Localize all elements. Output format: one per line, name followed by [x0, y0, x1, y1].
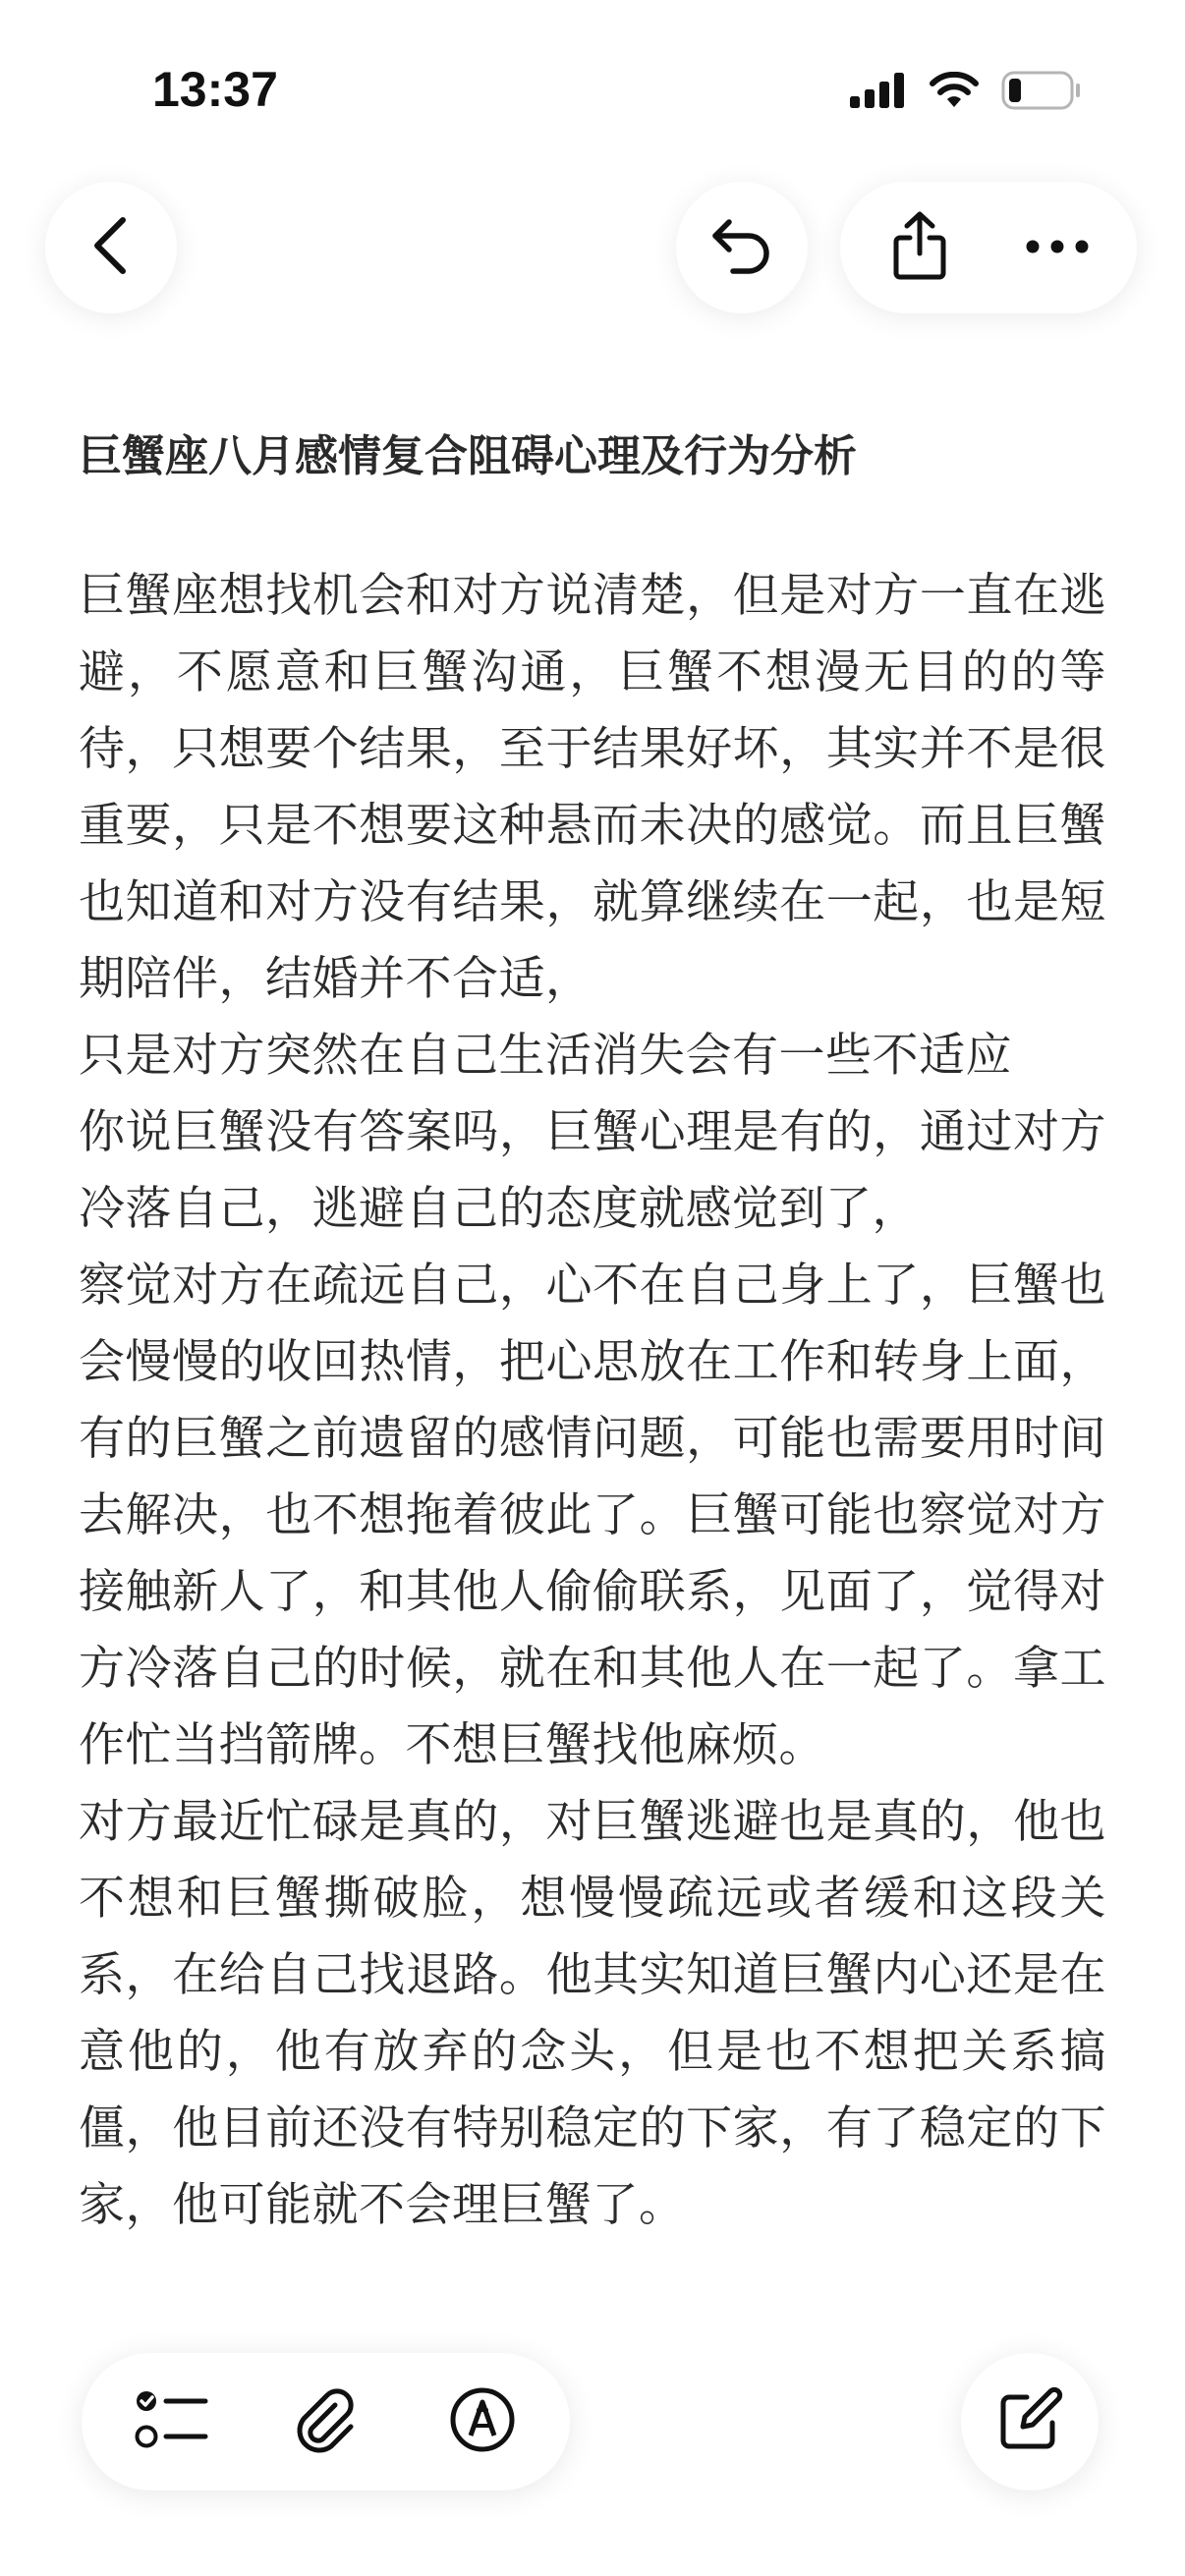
compose-button[interactable]: [961, 2353, 1099, 2491]
back-button[interactable]: [45, 182, 177, 313]
chevron-left-icon: [89, 216, 133, 279]
note-paragraph[interactable]: 只是对方突然在自己生活消失会有一些不适应: [79, 1029, 1012, 1083]
status-bar: [0, 0, 1185, 187]
note-paragraph[interactable]: 你说巨蟹没有答案吗，巨蟹心理是有的，通过对方冷落自己，逃避自己的态度就感觉到了，: [79, 1105, 1106, 1236]
share-button[interactable]: [854, 182, 986, 313]
undo-button[interactable]: [676, 182, 808, 313]
status-icons: [850, 71, 1082, 114]
checklist-button[interactable]: [103, 2353, 241, 2491]
note-paragraph[interactable]: 察觉对方在疏远自己，心不在自己身上了，巨蟹也会慢慢的收回热情，把心思放在工作和转身上面，有的巨蟹之前遗留的感情问题，可能也需要用时间去解决，也不想拖着彼此了。巨蟹可能也察觉对方接触新人了，和其他人偷偷联系，见面了，觉得对方冷落自己的时候，就在和其他人在一起了。拿工作忙当挡箭牌。不想巨蟹找他麻烦。: [79, 1259, 1106, 1772]
note-paragraph[interactable]: 巨蟹座想找机会和对方说清楚，但是对方一直在逃避，不愿意和巨蟹沟通，巨蟹不想漫无目的的等待，只想要个结果，至于结果好坏，其实并不是很重要，只是不想要这种悬而未决的感觉。而且巨蟹也知道和对方没有结果，就算继续在一起，也是短期陪伴，结婚并不合适，: [79, 569, 1106, 1006]
compose-icon: [995, 2385, 1064, 2458]
attachment-button[interactable]: [258, 2353, 396, 2491]
bottom-toolbar: [82, 2353, 570, 2491]
markup-pen-icon: [449, 2386, 516, 2457]
note-content[interactable]: [79, 413, 1106, 2244]
share-icon: [890, 210, 949, 285]
undo-icon: [709, 216, 774, 279]
more-icon: [1026, 239, 1089, 257]
status-time: 13:37: [152, 62, 278, 117]
paperclip-icon: [296, 2385, 359, 2458]
wifi-icon: [929, 72, 980, 113]
action-pill: [840, 182, 1137, 313]
markup-button[interactable]: [414, 2353, 551, 2491]
top-navigation: [0, 182, 1185, 314]
cellular-signal-icon: [850, 73, 907, 112]
checklist-icon: [135, 2387, 209, 2456]
more-button[interactable]: [991, 182, 1123, 313]
blank-line: [79, 501, 1106, 558]
note-paragraph[interactable]: 对方最近忙碌是真的，对巨蟹逃避也是真的，他也不想和巨蟹撕破脸，想慢慢疏远或者缓和这段关系，在给自己找退路。他其实知道巨蟹内心还是在意他的，他有放弃的念头，但是也不想把关系搞僵，他目前还没有特别稳定的下家，有了稳定的下家，他可能就不会理巨蟹了。: [79, 1795, 1106, 2232]
note-body[interactable]: [79, 558, 1106, 2244]
note-title[interactable]: 巨蟹座八月感情复合阻碍心理及行为分析: [79, 431, 857, 481]
battery-low-icon: [1001, 71, 1082, 114]
